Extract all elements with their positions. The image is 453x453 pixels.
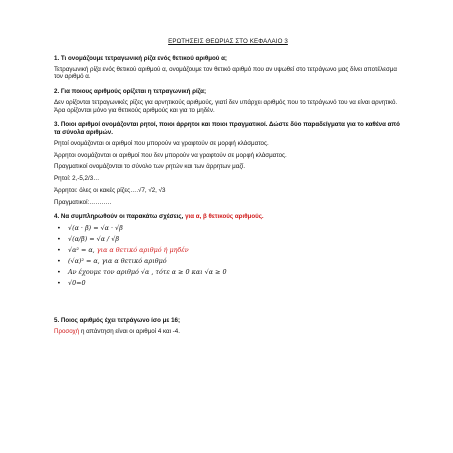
list-item bbox=[54, 246, 402, 254]
list-item bbox=[54, 257, 402, 265]
question-4-condition: για α, β θετικούς αριθμούς. bbox=[185, 213, 264, 221]
relation-note: για α θετικό αριθμό ή μηδέν bbox=[96, 246, 189, 254]
question-4 bbox=[54, 213, 402, 221]
bullet-icon: • bbox=[57, 246, 61, 254]
relation-text: Αν έχουμε τον αριθμό √α , τότε α ≥ 0 και √α ≥ 0 bbox=[68, 268, 227, 276]
question-2: 2. Για ποιους αριθμούς ορίζεται η τετραγωνική ρίζα; bbox=[54, 88, 207, 95]
relation-text: √(α · β) = √α · √β bbox=[68, 224, 123, 232]
question-5: 5. Ποιος αριθμός έχει τετράγωνο ίσο με 16; bbox=[54, 317, 181, 324]
real-definition: Πραγματικοί ονομάζονται το σύνολο των ρητών και των άρρητων μαζί. bbox=[54, 163, 246, 171]
document-content bbox=[54, 38, 402, 340]
answer-5-text: η απάντηση είναι οι αριθμοί 4 και -4. bbox=[79, 327, 180, 335]
bullet-icon: • bbox=[57, 257, 61, 265]
list-item bbox=[54, 235, 402, 243]
real-examples: Πραγματικοί:……….. bbox=[54, 198, 112, 206]
list-item bbox=[54, 279, 402, 287]
rational-examples: Ρητοί: 2,-5,2/3… bbox=[54, 175, 100, 182]
relation-text: √0=0 bbox=[68, 279, 86, 287]
attention-label: Προσοχή bbox=[54, 327, 80, 335]
document-title: ΕΡΩΤΗΣΕΙΣ ΘΕΩΡΙΑΣ ΣΤΟ ΚΕΦΑΛΑΙΟ 3 bbox=[168, 38, 288, 45]
irrational-definition: Άρρητοι ονομάζονται οι αριθμοί που δεν μπορούν να γραφτούν σε μορφή κλάσματος. bbox=[54, 151, 287, 159]
bullet-icon: • bbox=[57, 235, 61, 243]
list-item bbox=[54, 224, 402, 232]
answer-1: Τετραγωνική ρίζα ενός θετικού αριθμού α, ονομάζουμε τον θετικό αριθμό που αν υψωθεί στο τετράγωνο μας δίνει αποτέλεσμα τον αριθμό α. bbox=[54, 65, 397, 81]
question-3: 3. Ποιοι αριθμοί ονομάζονται ρητοί, ποιοι άρρητοι και ποιοι πραγματικοί. Δώστε δύο παραδείγματα για το καθένα από τα σύνολα αριθμών. bbox=[54, 121, 400, 136]
question-1: 1. Τι ονομάζουμε τετραγωνική ρίζα ενός θετικού αριθμού α; bbox=[54, 54, 227, 62]
question-4-text: 4. Να συμπληρωθούν οι παρακάτω σχέσεις, bbox=[54, 213, 186, 221]
relations-list bbox=[54, 224, 402, 287]
relation-text: √(α/β) = √α / √β bbox=[68, 235, 120, 243]
bullet-icon: • bbox=[57, 224, 61, 232]
irrational-examples: Άρρητοι: όλες οι κακές ρίζες….√7, √2, √3 bbox=[54, 186, 166, 194]
list-item bbox=[54, 268, 402, 276]
relation-text: √α² = α, bbox=[68, 246, 97, 254]
bullet-icon: • bbox=[57, 268, 61, 276]
rational-definition: Ρητοί ονομάζονται οι αριθμοί που μπορούν να γραφτούν σε μορφή κλάσματος. bbox=[54, 139, 269, 147]
answer-5 bbox=[54, 328, 402, 336]
relation-text: (√α)² = α, για α θετικό αριθμό bbox=[68, 257, 167, 265]
bullet-icon: • bbox=[57, 279, 61, 287]
answer-2: Δεν ορίζονται τετραγωνικές ρίζες για αρνητικούς αριθμούς, γιατί δεν υπάρχει αριθμός που το τετράγωνό του να είναι αρνητικό. Άρα ορίζονται μόνο για θετικούς αριθμούς και για το μηδέν. bbox=[54, 98, 398, 114]
